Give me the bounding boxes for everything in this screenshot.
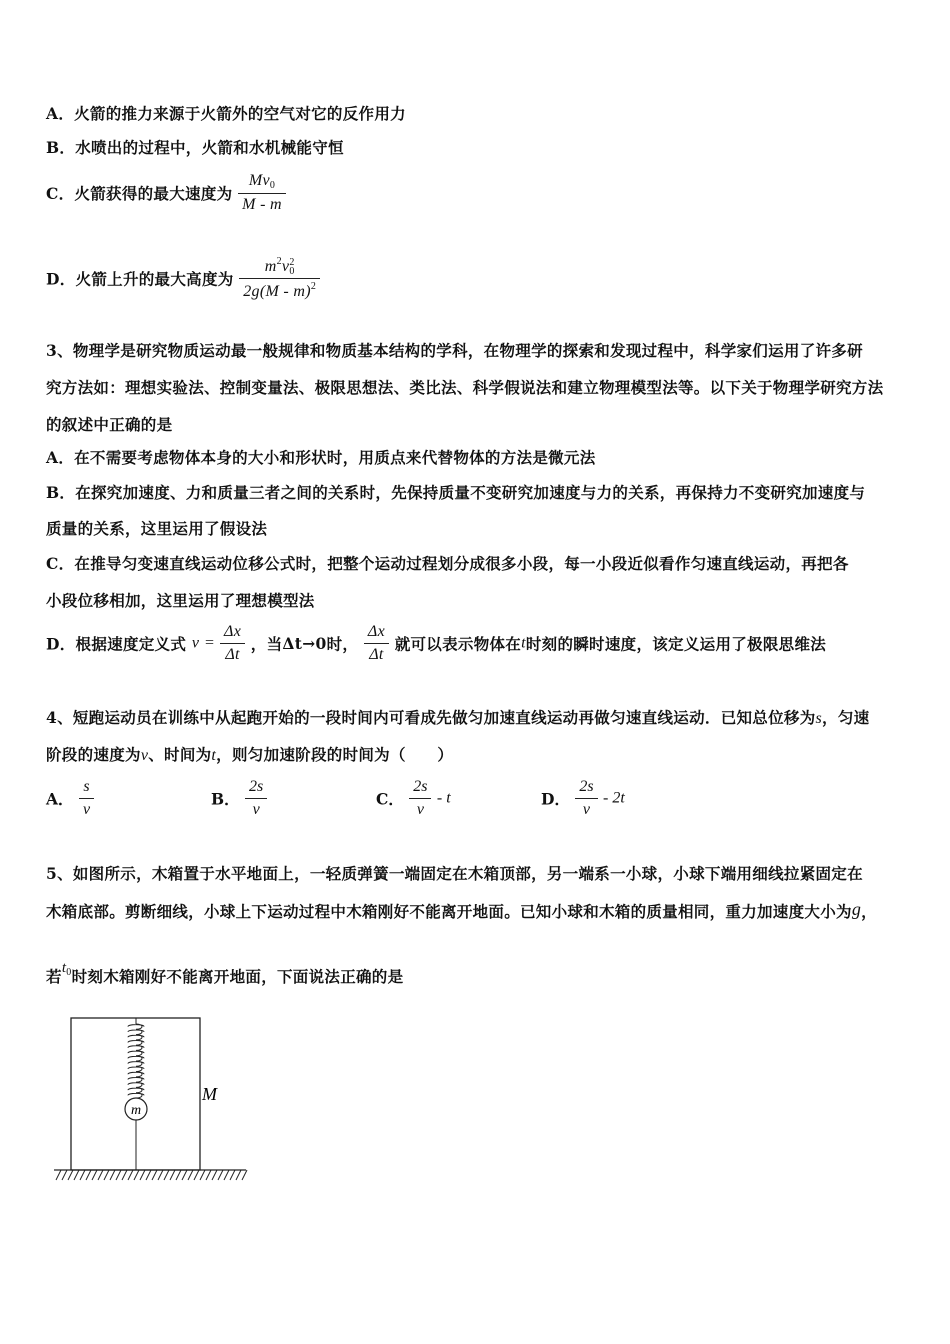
q3-d-mid-1: ，当 bbox=[250, 634, 283, 654]
q3-d-mid-2: 时， bbox=[326, 634, 359, 654]
ball-label: m bbox=[130, 1103, 142, 1118]
q2-d-den-sup: 2 bbox=[310, 281, 317, 293]
q4-stem-line-2 bbox=[46, 743, 453, 765]
q3-stem-line-3: 的叙述中正确的是 bbox=[46, 415, 173, 434]
q2-option-c-fraction bbox=[238, 172, 286, 214]
q4-stem-1a: 4、短跑运动员在训练中从起跑开始的一段时间内可看成先做匀加速直线运动再做匀速直线运动．已知总位移为 bbox=[46, 708, 816, 727]
q2-d-num-m: m bbox=[264, 258, 277, 275]
q2-option-c bbox=[46, 172, 286, 214]
q4-option-a[interactable] bbox=[46, 778, 94, 819]
q3-d-label: D．根据速度定义式 bbox=[46, 634, 187, 654]
q3-d-fraction-1 bbox=[220, 623, 245, 664]
q4-stem-v: v bbox=[140, 747, 149, 764]
q3-stem-line-1: 3、物理学是研究物质运动最一般规律和物质基本结构的学科，在物理学的探索和发现过程中，科学家们运用了许多研 bbox=[46, 341, 863, 360]
q4-option-d-label: D． bbox=[541, 789, 570, 809]
q2-d-num-m-sup: 2 bbox=[276, 256, 282, 267]
q3-option-c-line-1: C．在推导匀变速直线运动位移公式时，把整个运动过程划分成很多小段，每一小段近似看作匀速直线运动，再把各 bbox=[46, 554, 849, 573]
q4-option-b[interactable] bbox=[211, 778, 267, 819]
q3-d-fraction-2 bbox=[364, 623, 389, 664]
q4-b-den: v bbox=[252, 801, 260, 818]
q4-stem-line-1 bbox=[46, 706, 869, 728]
spring bbox=[128, 1018, 144, 1101]
q5-stem-2: 木箱底部。剪断细线，小球上下运动过程中木箱刚好不能离开地面。已知小球和木箱的质量相同，重力加速度大小为 bbox=[46, 902, 852, 921]
q3-d-limit: Δt→0 bbox=[282, 634, 327, 653]
ground-hatching bbox=[56, 1170, 247, 1180]
q2-c-den: M - m bbox=[242, 196, 282, 213]
q3-stem-line-2: 究方法如：理想实验法、控制变量法、极限思想法、类比法、科学假说法和建立物理模型法等。以下关于物理学研究方法 bbox=[46, 378, 884, 397]
q2-c-num: Mv bbox=[248, 172, 270, 189]
q4-stem-2b: 、时间为 bbox=[148, 745, 212, 764]
q3-d-den-2: Δt bbox=[369, 646, 384, 663]
q4-option-c-label: C． bbox=[376, 789, 404, 809]
q2-option-d-label: D．火箭上升的最大高度为 bbox=[46, 269, 234, 289]
q2-option-d-fraction bbox=[239, 256, 320, 301]
q4-a-num: s bbox=[79, 778, 94, 799]
q4-d-tail: - 2t bbox=[603, 789, 625, 807]
q3-d-t: t bbox=[521, 634, 526, 652]
q3-d-den: Δt bbox=[225, 646, 240, 663]
q4-option-c[interactable] bbox=[376, 778, 451, 819]
q5-stem-line-2 bbox=[46, 899, 877, 922]
q3-option-d bbox=[46, 623, 826, 664]
q5-stem-line-3 bbox=[46, 960, 403, 987]
q3-option-a: A．在不需要考虑物体本身的大小和形状时，用质点来代替物体的方法是微元法 bbox=[46, 448, 596, 467]
q5-stem-3b: 时刻木箱刚好不能离开地面，下面说法正确的是 bbox=[71, 967, 404, 986]
q2-d-num-v-sub: 0 bbox=[289, 266, 295, 278]
q3-d-num: Δx bbox=[220, 623, 245, 644]
q2-option-b: B．水喷出的过程中，火箭和水机械能守恒 bbox=[46, 138, 344, 157]
q2-d-num-v: v bbox=[281, 258, 290, 275]
q4-option-d[interactable] bbox=[541, 778, 625, 819]
q5-stem-g: g bbox=[851, 899, 862, 919]
q3-d-suffix-2: 时刻的瞬时速度，该定义运用了极限思维法 bbox=[525, 634, 827, 654]
q4-d-num: 2s bbox=[575, 778, 597, 799]
q5-t0-sub: 0 bbox=[66, 967, 72, 978]
q2-c-num-sub: 0 bbox=[269, 180, 276, 191]
q5-stem-2-end: ， bbox=[861, 902, 877, 921]
q4-stem-s: s bbox=[815, 710, 823, 727]
q2-option-c-label: C．火箭获得的最大速度为 bbox=[46, 184, 233, 203]
q4-option-a-label: A． bbox=[46, 789, 74, 809]
q4-a-den: v bbox=[82, 801, 91, 818]
q4-stem-t: t bbox=[211, 747, 217, 764]
q4-c-den: v bbox=[416, 801, 424, 818]
q2-d-den: 2g(M - m) bbox=[243, 283, 311, 301]
q4-option-b-label: B． bbox=[211, 789, 240, 809]
q5-stem-t0 bbox=[62, 960, 72, 976]
q3-option-b-line-2: 质量的关系，这里运用了假设法 bbox=[46, 519, 268, 538]
q4-stem-2a: 阶段的速度为 bbox=[46, 745, 141, 764]
q3-d-v: v bbox=[191, 634, 200, 652]
q5-t0-t: t bbox=[61, 960, 67, 976]
q5-stem-3a: 若 bbox=[46, 967, 62, 986]
q5-figure bbox=[50, 1010, 250, 1190]
q4-b-num: 2s bbox=[245, 778, 267, 799]
q4-c-tail: - t bbox=[436, 789, 451, 807]
q2-option-d bbox=[46, 256, 320, 301]
box-label: M bbox=[202, 1084, 217, 1104]
q5-stem-line-1: 5、如图所示，木箱置于水平地面上，一轻质弹簧一端固定在木箱顶部，另一端系一小球，小球下端用细线拉紧固定在 bbox=[46, 864, 863, 883]
q3-d-suffix-1: 就可以表示物体在 bbox=[394, 634, 522, 654]
q4-c-num: 2s bbox=[409, 778, 431, 799]
q3-option-b-line-1: B．在探究加速度、力和质量三者之间的关系时，先保持质量不变研究加速度与力的关系，再保持力不变研究加速度与 bbox=[46, 483, 866, 502]
q3-d-num-2: Δx bbox=[364, 623, 389, 644]
q4-d-den: v bbox=[582, 801, 591, 818]
q3-option-c-line-2: 小段位移相加，这里运用了理想模型法 bbox=[46, 591, 315, 610]
q4-stem-1b: ，匀速 bbox=[822, 708, 870, 727]
q3-d-eq: = bbox=[204, 634, 215, 652]
q2-option-a: A．火箭的推力来源于火箭外的空气对它的反作用力 bbox=[46, 104, 406, 123]
q2-d-num-v-sup: 2 bbox=[289, 257, 295, 269]
q4-stem-2c: ，则匀加速阶段的时间为（ ） bbox=[216, 745, 454, 764]
